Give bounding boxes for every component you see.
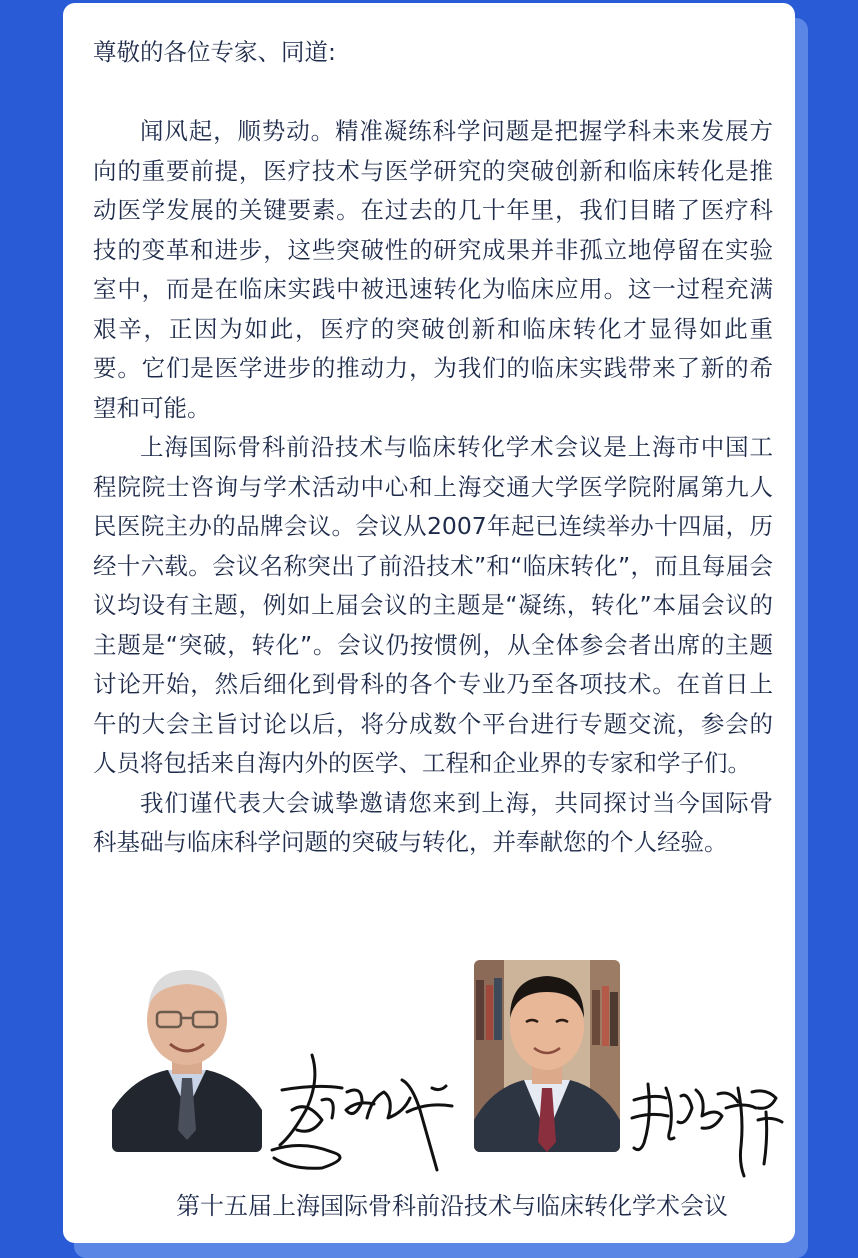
portrait-right-figure <box>474 960 620 1152</box>
greeting: 尊敬的各位专家、同道: <box>93 38 336 66</box>
portrait-left-figure <box>112 960 262 1152</box>
signature-left-strokes <box>262 1040 462 1175</box>
letter-body <box>93 33 773 863</box>
signature-left <box>262 1040 462 1175</box>
paragraph-3: 我们谨代表大会诚挚邀请您来到上海，共同探讨当今国际骨科基础与临床科学问题的突破与转化，并奉献您的个人经验。 <box>93 788 773 856</box>
signature-right-strokes <box>626 1068 786 1178</box>
paragraph-2: 上海国际骨科前沿技术与临床转化学术会议是上海市中国工程院院士咨询与学术活动中心和上海交通大学医学院附属第九人民医院主办的品牌会议。会议从2007年起已连续举办十四届，历经十六载。会议名称突出了前沿技术”和“临床转化”，而且每届会议均设有主题，例如上届会议的主题是“凝练，转化”本届会议的主题是“突破，转化”。会议仍按惯例，从全体参会者出席的主题讨论开始，然后细化到骨科的各个专业乃至各项技术。在首日上午的大会主旨讨论以后，将分成数个平台进行专题交流，参会的人员将包括来自海内外的医学、工程和企业界的专家和学子们。 <box>93 433 773 777</box>
signature-right <box>626 1068 786 1178</box>
portrait-left <box>112 960 262 1152</box>
portrait-right <box>474 960 620 1152</box>
paragraph-1: 闻风起，顺势动。精准凝练科学问题是把握学科未来发展方向的重要前提，医疗技术与医学研究的突破创新和临床转化是推动医学发展的关键要素。在过去的几十年里，我们目睹了医疗科技的变革和进步，这些突破性的研究成果并非孤立地停留在实验室中，而是在临床实践中被迅速转化为临床应用。这一过程充满艰辛，正因为如此，医疗的突破创新和临床转化才显得如此重要。它们是医学进步的推动力，为我们的临床实践带来了新的希望和可能。 <box>93 117 773 422</box>
conference-title-footer: 第十五届上海国际骨科前沿技术与临床转化学术会议 <box>176 1192 728 1220</box>
